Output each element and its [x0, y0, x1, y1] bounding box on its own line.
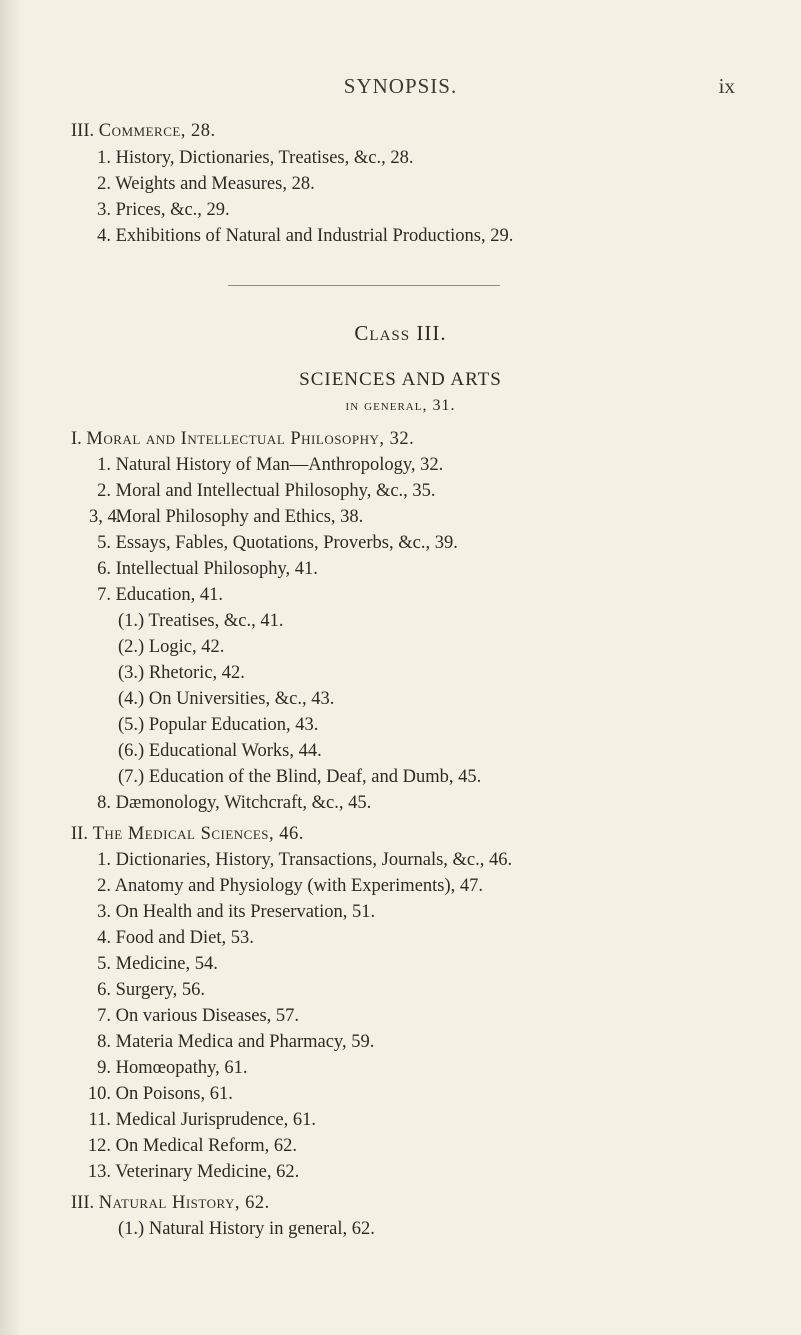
item-number: 2. [97, 174, 111, 194]
subitem-text: Rhetoric, 42. [148, 663, 245, 683]
section-number: I. [71, 429, 82, 449]
list-subitem [118, 765, 481, 789]
section-title: Commerce, 28. [98, 121, 216, 141]
subject-heading: SCIENCES AND ARTS [299, 369, 502, 390]
section-heading-moral [71, 427, 414, 451]
list-item [89, 505, 363, 529]
list-subitem [118, 635, 224, 659]
subitem-number: (4.) [118, 689, 145, 709]
item-text: Surgery, 56. [115, 980, 206, 1000]
list-subitem [118, 687, 334, 711]
item-text: Dæmonology, Witchcraft, &c., 45. [115, 793, 372, 813]
subitem-number: (3.) [118, 663, 145, 683]
item-text: Exhibitions of Natural and Industrial Productions, 29. [115, 226, 514, 246]
section-number: II. [71, 824, 88, 844]
list-item [89, 224, 513, 248]
list-item [80, 848, 512, 872]
item-number: 1. [97, 455, 111, 475]
subitem-text: Natural History in general, 62. [148, 1219, 375, 1239]
item-text: Prices, &c., 29. [115, 200, 230, 220]
subitem-number: (1.) [118, 611, 145, 631]
section-divider [228, 285, 500, 286]
subject-subheading: in general, 31. [345, 397, 456, 414]
class-heading: Class III. [354, 321, 447, 345]
item-number: 8. [97, 793, 111, 813]
list-item [89, 791, 371, 815]
item-text: Food and Diet, 53. [115, 928, 254, 948]
item-text: Weights and Measures, 28. [115, 174, 315, 194]
item-text: Materia Medica and Pharmacy, 59. [115, 1032, 375, 1052]
item-text: On various Diseases, 57. [115, 1006, 300, 1026]
item-number: 1. [97, 850, 111, 870]
list-item [80, 978, 205, 1002]
list-item [80, 1056, 248, 1080]
item-text: Dictionaries, History, Transactions, Journals, &c., 46. [115, 850, 513, 870]
item-number: 6. [97, 980, 111, 1000]
item-number: 13. [87, 1162, 111, 1182]
item-number: 8. [97, 1032, 111, 1052]
list-item [89, 453, 443, 477]
subitem-number: (1.) [118, 1219, 145, 1239]
item-number: 3, 4. [89, 507, 122, 527]
section-heading-natural-history [71, 1191, 270, 1215]
item-text: Anatomy and Physiology (with Experiments), 47. [114, 876, 484, 896]
list-item [80, 874, 483, 898]
list-subitem [118, 661, 245, 685]
section-heading-commerce [71, 119, 216, 143]
section-title: Moral and Intellectual Philosophy, 32. [86, 429, 415, 449]
item-text: Medical Jurisprudence, 61. [115, 1110, 316, 1130]
list-item [89, 531, 458, 555]
list-item [80, 900, 375, 924]
item-number: 6. [97, 559, 111, 579]
list-item [80, 1134, 297, 1158]
item-text: History, Dictionaries, Treatises, &c., 28. [115, 148, 414, 168]
section-number: III. [71, 121, 95, 141]
subitem-text: Treatises, &c., 41. [148, 611, 284, 631]
list-item [80, 1160, 299, 1184]
subitem-number: (6.) [118, 741, 145, 761]
list-item [80, 1004, 299, 1028]
page-header [0, 74, 801, 104]
item-text: Essays, Fables, Quotations, Proverbs, &c., 39. [115, 533, 458, 553]
list-item [80, 1030, 374, 1054]
list-item [80, 1108, 316, 1132]
list-item [89, 198, 230, 222]
subitem-text: Popular Education, 43. [148, 715, 319, 735]
item-text: Homœopathy, 61. [115, 1058, 248, 1078]
section-title: Natural History, 62. [98, 1193, 270, 1213]
subitem-number: (2.) [118, 637, 145, 657]
item-number: 5. [97, 954, 111, 974]
page-number: ix [718, 74, 735, 98]
item-number: 1. [97, 148, 111, 168]
item-number: 7. [97, 585, 111, 605]
item-number: 9. [97, 1058, 111, 1078]
item-text: Veterinary Medicine, 62. [115, 1162, 300, 1182]
list-subitem [118, 713, 318, 737]
subitem-text: Logic, 42. [148, 637, 225, 657]
item-text: Natural History of Man—Anthropology, 32. [115, 455, 444, 475]
section-heading-medical [71, 822, 304, 846]
item-text: Moral Philosophy and Ethics, 38. [115, 507, 364, 527]
list-item [89, 479, 436, 503]
list-item [80, 1082, 233, 1106]
item-text: On Health and its Preservation, 51. [115, 902, 376, 922]
section-number: III. [71, 1193, 95, 1213]
item-number: 2. [97, 481, 111, 501]
list-item [89, 146, 413, 170]
item-number: 3. [97, 200, 111, 220]
item-number: 11. [88, 1110, 111, 1130]
list-subitem [118, 609, 283, 633]
item-text: On Poisons, 61. [115, 1084, 233, 1104]
item-number: 4. [97, 928, 111, 948]
subitem-number: (5.) [118, 715, 145, 735]
list-item [89, 583, 223, 607]
item-number: 7. [97, 1006, 111, 1026]
list-subitem [118, 1217, 375, 1241]
subitem-number: (7.) [118, 767, 145, 787]
list-item [89, 172, 315, 196]
subitem-text: On Universities, &c., 43. [148, 689, 335, 709]
list-item [80, 926, 254, 950]
subitem-text: Education of the Blind, Deaf, and Dumb, 45. [148, 767, 482, 787]
item-number: 4. [97, 226, 111, 246]
item-text: Intellectual Philosophy, 41. [115, 559, 318, 579]
item-text: Medicine, 54. [115, 954, 218, 974]
list-item [89, 557, 318, 581]
item-number: 12. [87, 1136, 111, 1156]
list-subitem [118, 739, 322, 763]
item-number: 2. [97, 876, 111, 896]
item-text: On Medical Reform, 62. [115, 1136, 297, 1156]
list-item [80, 952, 218, 976]
item-number: 3. [97, 902, 111, 922]
section-title: The Medical Sciences, 46. [92, 824, 304, 844]
page-gutter-shadow [0, 0, 22, 1335]
running-title: SYNOPSIS. [343, 74, 458, 98]
item-text: Moral and Intellectual Philosophy, &c., 35. [115, 481, 436, 501]
item-number: 10. [87, 1084, 111, 1104]
item-text: Education, 41. [115, 585, 224, 605]
subitem-text: Educational Works, 44. [148, 741, 322, 761]
item-number: 5. [97, 533, 111, 553]
